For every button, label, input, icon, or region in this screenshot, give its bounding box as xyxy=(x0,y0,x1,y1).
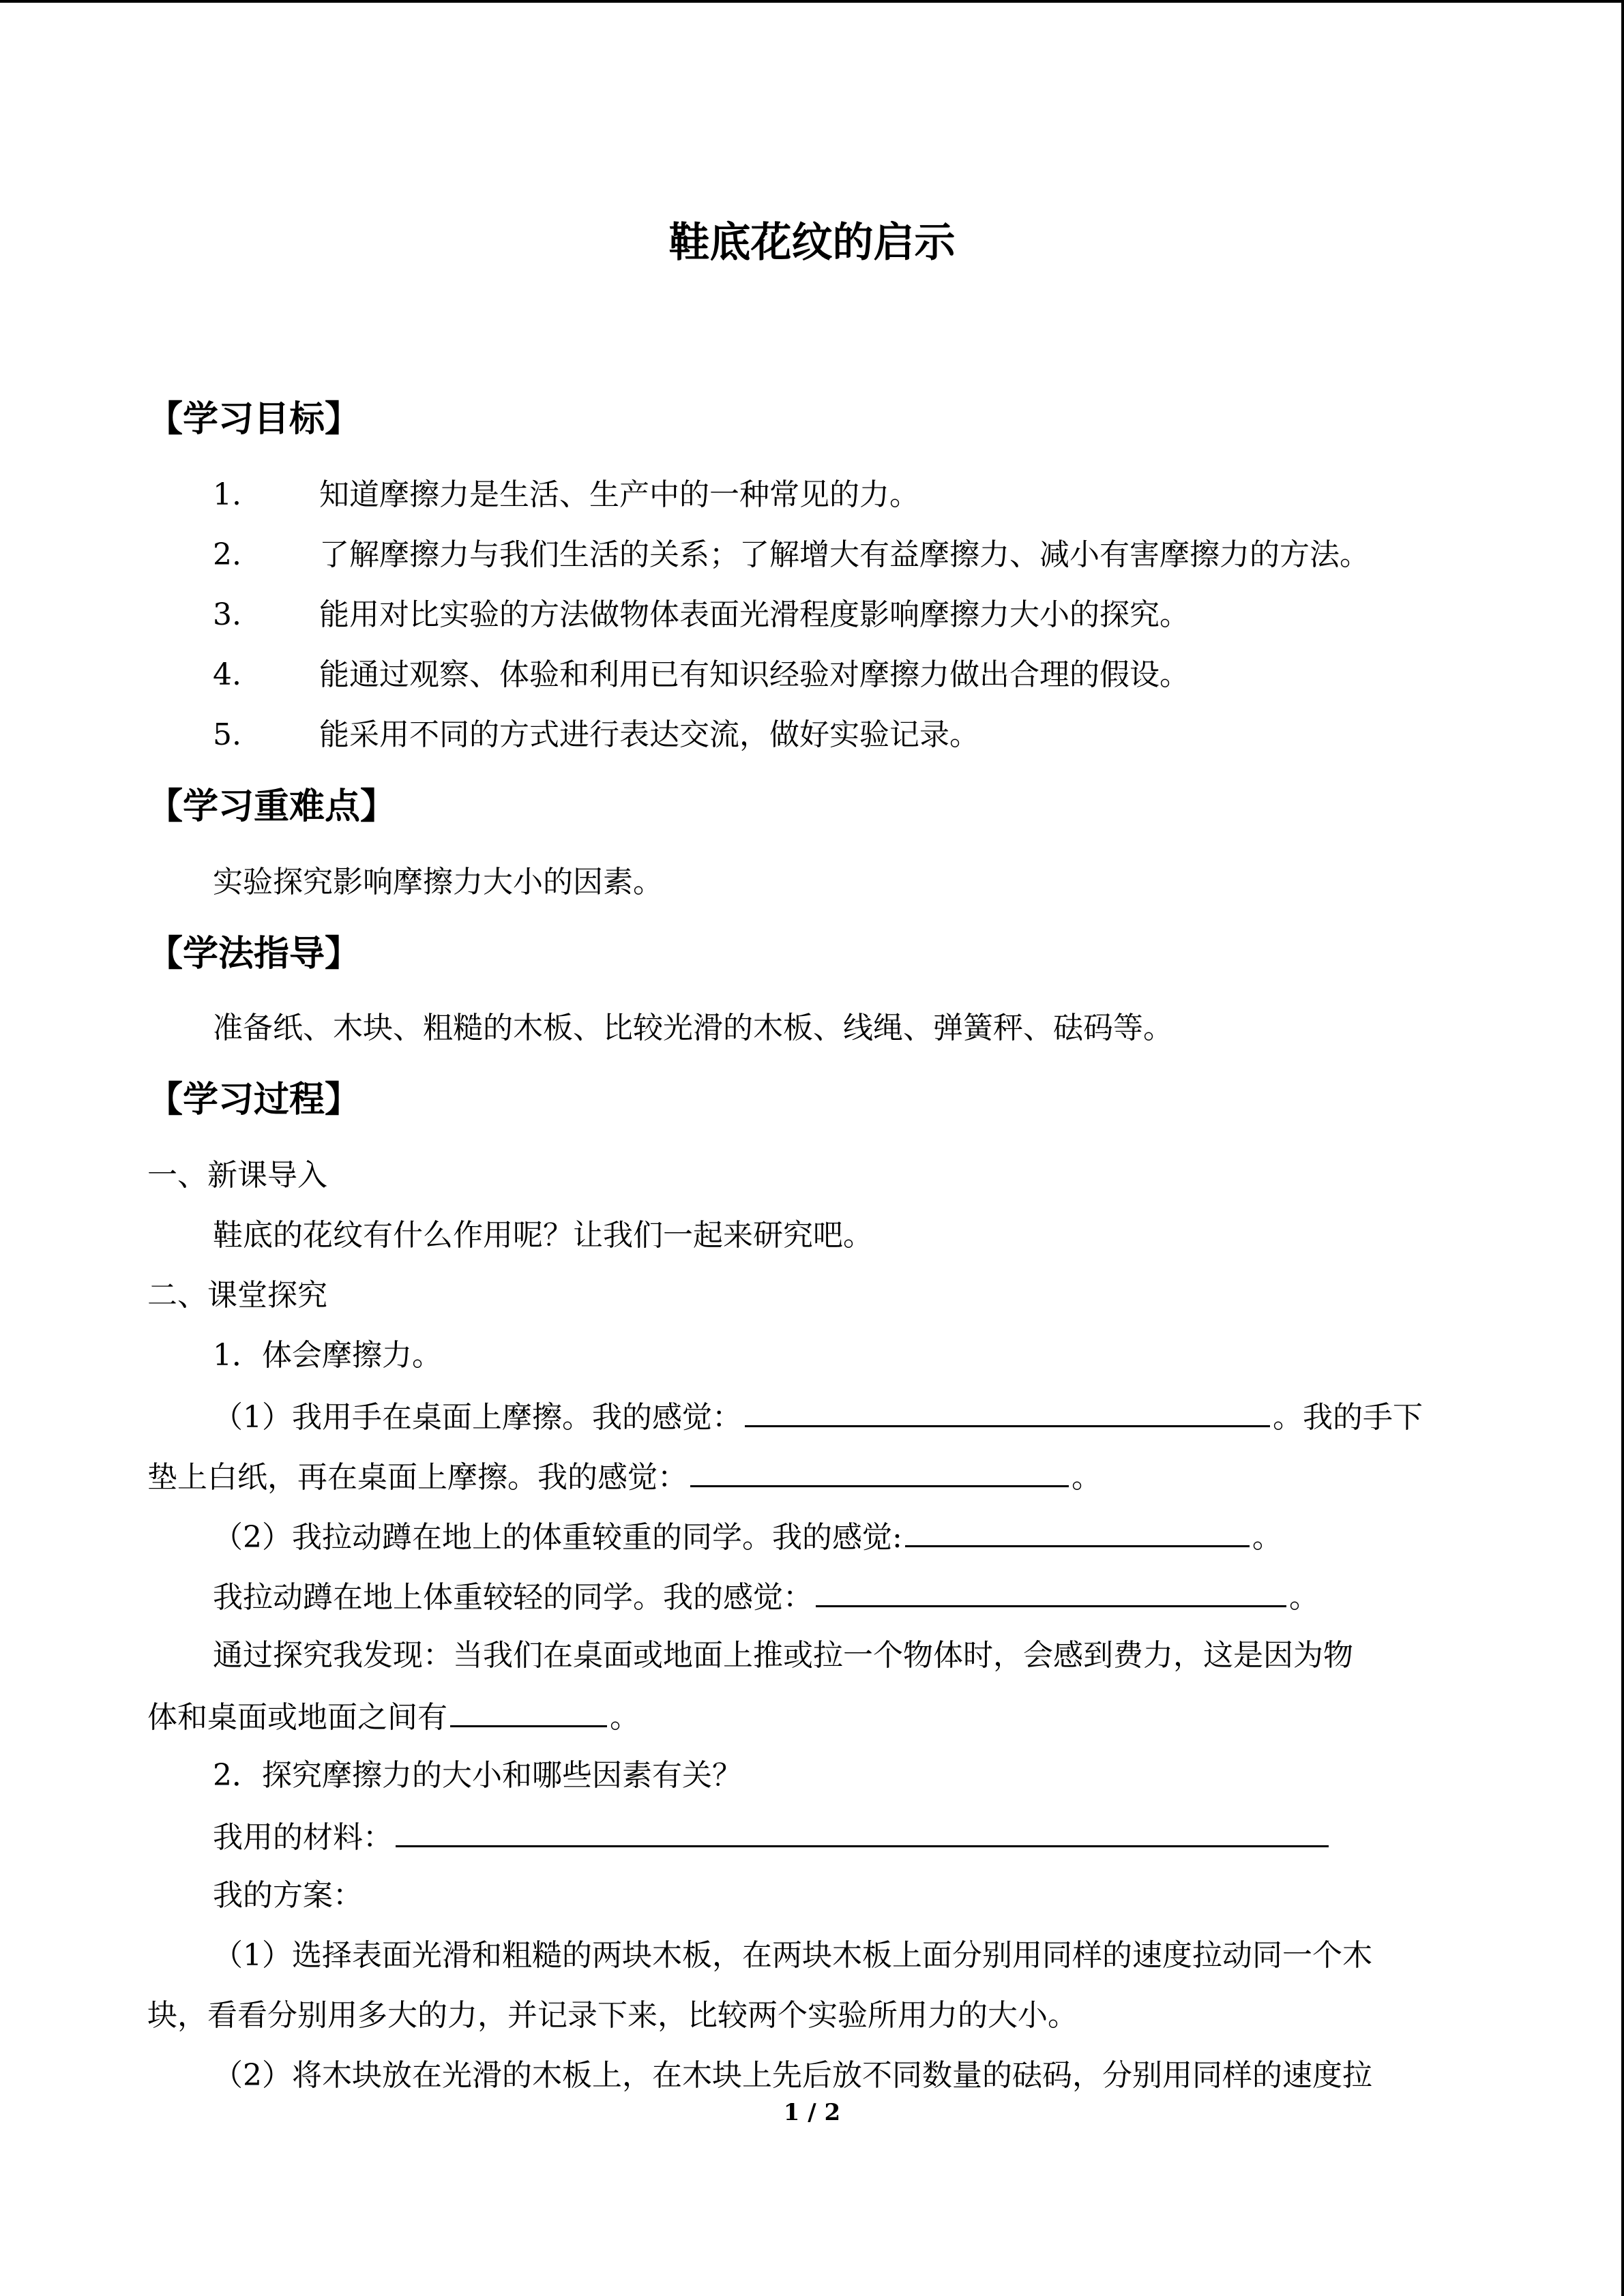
step1-sentence-1b xyxy=(147,1455,1102,1498)
step1-1b-suffix: 。 xyxy=(1072,1460,1102,1495)
objective-text: 能通过观察、体验和利用已有知识经验对摩擦力做出合理的假设。 xyxy=(319,657,1190,692)
objective-text: 了解摩擦力与我们生活的关系；了解增大有益摩擦力、减小有害摩擦力的方法。 xyxy=(319,537,1370,572)
section-intro-text: 鞋底的花纹有什么作用呢？让我们一起来研究吧。 xyxy=(213,1218,873,1253)
objective-text: 能用对比实验的方法做物体表面光滑程度影响摩擦力大小的探究。 xyxy=(319,597,1190,632)
objective-text: 知道摩擦力是生活、生产中的一种常见的力。 xyxy=(319,477,919,512)
objective-number: 3. xyxy=(213,597,241,632)
step2-title: 2．探究摩擦力的大小和哪些因素有关？ xyxy=(213,1758,742,1793)
finding-suffix: 。 xyxy=(610,1700,640,1735)
objective-number: 5. xyxy=(213,717,241,752)
objective-text: 能采用不同的方式进行表达交流，做好实验记录。 xyxy=(319,717,979,752)
page-number: 1 / 2 xyxy=(783,2099,841,2126)
finding-line-1: 通过探究我发现：当我们在桌面或地面上推或拉一个物体时，会感到费力，这是因为物 xyxy=(213,1638,1353,1673)
key-points-heading: 【学习重难点】 xyxy=(147,786,396,827)
answer-blank-finding[interactable] xyxy=(450,1695,607,1727)
step1-2b-suffix: 。 xyxy=(1289,1580,1319,1615)
step1-1a-prefix: （1）我用手在桌面上摩擦。我的感觉： xyxy=(213,1400,742,1435)
answer-blank-2a[interactable] xyxy=(905,1515,1250,1547)
step1-2a-prefix: （2）我拉动蹲在地上的体重较重的同学。我的感觉: xyxy=(213,1520,902,1555)
objective-number: 2. xyxy=(213,537,241,572)
step1-1b-prefix: 垫上白纸，再在桌面上摩擦。我的感觉： xyxy=(147,1460,688,1495)
method-heading: 【学法指导】 xyxy=(147,934,361,974)
step1-2b-prefix: 我拉动蹲在地上体重较轻的同学。我的感觉： xyxy=(213,1580,813,1615)
materials-line xyxy=(213,1815,1331,1858)
materials-prefix: 我用的材料： xyxy=(213,1820,393,1855)
step1-title: 1．体会摩擦力。 xyxy=(213,1338,442,1373)
page-border-right xyxy=(1621,0,1624,2296)
section-inquiry-title: 二、课堂探究 xyxy=(147,1278,327,1313)
process-heading: 【学习过程】 xyxy=(147,1079,361,1120)
answer-blank-2b[interactable] xyxy=(816,1575,1286,1607)
step1-2a-suffix: 。 xyxy=(1252,1520,1282,1555)
answer-blank-materials[interactable] xyxy=(396,1815,1329,1847)
plan-label: 我的方案： xyxy=(213,1878,363,1913)
step1-sentence-2b xyxy=(213,1575,1319,1618)
answer-blank-1b[interactable] xyxy=(690,1455,1069,1487)
objective-number: 4. xyxy=(213,657,241,692)
plan1-line-2: 块，看看分别用多大的力，并记录下来，比较两个实验所用力的大小。 xyxy=(147,1998,1078,2033)
objective-number: 1. xyxy=(213,477,241,512)
finding-prefix: 体和桌面或地面之间有 xyxy=(147,1700,447,1735)
plan2-line-1: （2）将木块放在光滑的木板上，在木块上先后放不同数量的砝码，分别用同样的速度拉 xyxy=(213,2058,1372,2093)
method-text: 准备纸、木块、粗糙的木板、比较光滑的木板、线绳、弹簧秤、砝码等。 xyxy=(213,1011,1173,1045)
plan1-line-1: （1）选择表面光滑和粗糙的两块木板，在两块木板上面分别用同样的速度拉动同一个木 xyxy=(213,1938,1372,1973)
page-border-top xyxy=(0,0,1624,3)
step1-sentence-2a xyxy=(213,1515,1282,1558)
answer-blank-1a[interactable] xyxy=(745,1395,1270,1427)
step1-sentence-1a xyxy=(213,1395,1423,1438)
key-points-text: 实验探究影响摩擦力大小的因素。 xyxy=(213,865,663,899)
step1-1a-suffix: 。我的手下 xyxy=(1273,1400,1423,1435)
section-intro-title: 一、新课导入 xyxy=(147,1158,327,1193)
objectives-heading: 【学习目标】 xyxy=(147,399,361,440)
document-title: 鞋底花纹的启示 xyxy=(668,219,956,267)
finding-line-2 xyxy=(147,1695,640,1738)
